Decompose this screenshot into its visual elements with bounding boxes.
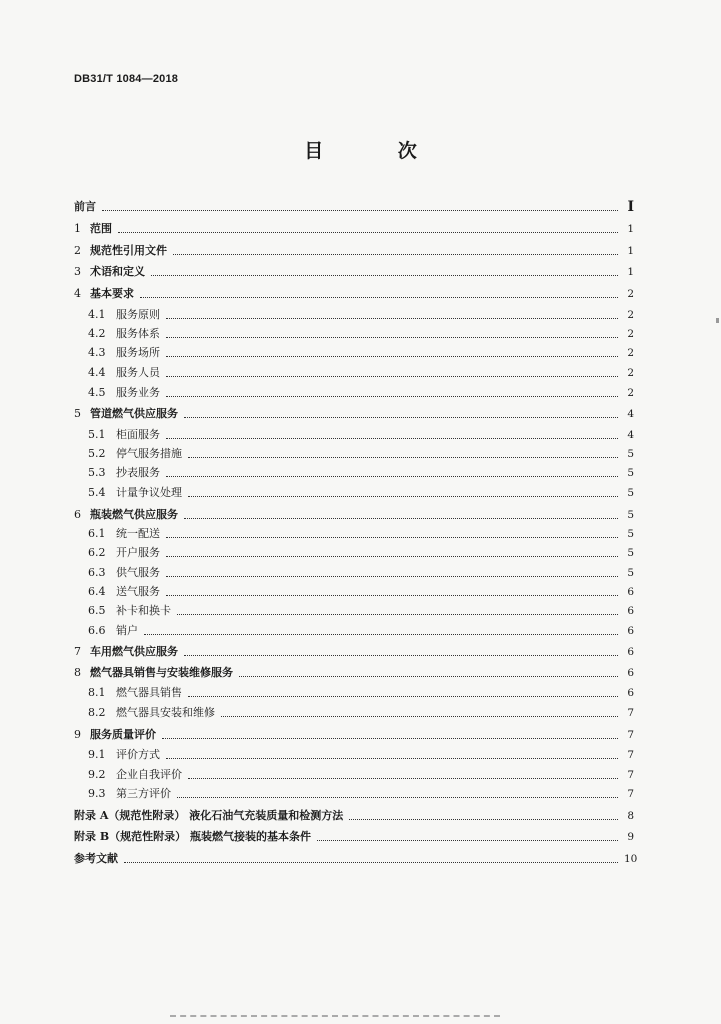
toc-entry-number: 2 bbox=[74, 244, 81, 257]
toc-entry-title: 供气服务 bbox=[116, 566, 160, 579]
toc-entry bbox=[74, 261, 634, 279]
toc-entry-title: 管道燃气供应服务 bbox=[90, 407, 178, 420]
toc-entry bbox=[74, 443, 634, 461]
toc-entry-number: 9.1 bbox=[88, 748, 106, 761]
toc-entry-page: 7 bbox=[627, 729, 634, 741]
toc-entry-title: 服务质量评价 bbox=[90, 728, 156, 741]
toc-entry bbox=[74, 764, 634, 782]
toc-entry bbox=[74, 482, 634, 500]
toc-entry-page: 6 bbox=[627, 646, 634, 658]
toc-entry bbox=[74, 783, 634, 801]
toc-entry-title: 规范性引用文件 bbox=[90, 244, 167, 257]
toc-entry-title: 服务业务 bbox=[116, 386, 160, 399]
toc-entry-page: 4 bbox=[627, 408, 634, 420]
dot-leader bbox=[166, 375, 618, 377]
toc-entry bbox=[74, 283, 634, 301]
toc-entry-number: 5.2 bbox=[88, 447, 106, 460]
dot-leader bbox=[188, 456, 618, 458]
toc-entry-title: 补卡和换卡 bbox=[116, 604, 171, 617]
toc-entry-number: 4.5 bbox=[88, 386, 106, 399]
toc-entry bbox=[74, 342, 634, 360]
toc-entry-page: 9 bbox=[627, 831, 634, 843]
toc-entry-title: 柜面服务 bbox=[116, 428, 160, 441]
toc-entry-page: 2 bbox=[627, 288, 634, 300]
toc-entry-number: 8.2 bbox=[88, 706, 106, 719]
toc-entry-title: 统一配送 bbox=[116, 527, 160, 540]
toc-entry-page: 6 bbox=[627, 625, 634, 637]
toc-entry-page: 5 bbox=[627, 547, 634, 559]
toc-entry-page: 1 bbox=[627, 223, 634, 235]
toc-entry-title: 服务体系 bbox=[116, 327, 160, 340]
toc-entry-title: 车用燃气供应服务 bbox=[90, 645, 178, 658]
toc-entry bbox=[74, 362, 634, 380]
toc-entry-page: 2 bbox=[627, 367, 634, 379]
toc-entry-page: 5 bbox=[627, 567, 634, 579]
dot-leader bbox=[177, 796, 618, 798]
dot-leader bbox=[166, 355, 618, 357]
toc-entry bbox=[74, 805, 634, 823]
toc-entry-title: 附录 A（规范性附录） 液化石油气充装质量和检测方法 bbox=[74, 809, 344, 822]
dot-leader bbox=[221, 715, 618, 717]
dot-leader bbox=[184, 416, 618, 418]
dot-leader bbox=[177, 613, 618, 615]
toc-entry-number: 6.4 bbox=[88, 585, 106, 598]
toc-entry bbox=[74, 218, 634, 236]
toc-entry-title: 抄表服务 bbox=[116, 466, 160, 479]
toc-entry bbox=[74, 542, 634, 560]
toc-entry-page: 2 bbox=[627, 347, 634, 359]
dot-leader bbox=[173, 253, 618, 255]
toc-entry-page: 7 bbox=[627, 707, 634, 719]
dot-leader bbox=[317, 839, 618, 841]
toc-entry-page: 7 bbox=[627, 788, 634, 800]
toc-entry-title: 评价方式 bbox=[116, 748, 160, 761]
toc-entry-number: 6.5 bbox=[88, 604, 106, 617]
toc-entry-page: 6 bbox=[627, 605, 634, 617]
dot-leader bbox=[166, 757, 618, 759]
toc-entry-page: 2 bbox=[627, 387, 634, 399]
toc-entry-number: 7 bbox=[74, 645, 81, 658]
toc-entry-page: 1 bbox=[627, 245, 634, 257]
toc-entry-number: 4.2 bbox=[88, 327, 106, 340]
toc-entry-title: 燃气器具销售与安装维修服务 bbox=[90, 666, 233, 679]
scan-mark bbox=[716, 318, 719, 323]
dot-leader bbox=[124, 861, 618, 863]
toc-entry-title: 开户服务 bbox=[116, 546, 160, 559]
toc-entry-title: 第三方评价 bbox=[116, 787, 171, 800]
toc-entry-page: 5 bbox=[627, 528, 634, 540]
toc-entry-number: 4.3 bbox=[88, 346, 106, 359]
toc-entry-page: 2 bbox=[627, 328, 634, 340]
toc-entry-title: 术语和定义 bbox=[90, 265, 145, 278]
toc-entry-page: 7 bbox=[627, 749, 634, 761]
dot-leader bbox=[151, 274, 618, 276]
toc-entry-title: 基本要求 bbox=[90, 287, 134, 300]
toc-entry-page: 1 bbox=[627, 266, 634, 278]
toc-entry-number: 5.4 bbox=[88, 486, 106, 499]
toc-entry bbox=[74, 196, 634, 214]
toc-entry-number: 9 bbox=[74, 728, 81, 741]
toc-entry-page: 10 bbox=[624, 853, 638, 865]
toc-entry bbox=[74, 744, 634, 762]
dot-leader bbox=[184, 517, 618, 519]
toc-entry-title: 服务人员 bbox=[116, 366, 160, 379]
toc-entry-title: 参考文献 bbox=[74, 852, 118, 865]
toc-entry-page: 7 bbox=[627, 769, 634, 781]
toc-entry bbox=[74, 304, 634, 322]
toc-entry bbox=[74, 600, 634, 618]
toc-entry bbox=[74, 504, 634, 522]
toc-entry-page: 8 bbox=[627, 810, 634, 822]
toc-entry bbox=[74, 403, 634, 421]
dot-leader bbox=[166, 336, 618, 338]
dot-leader bbox=[166, 317, 618, 319]
toc-entry-title: 范围 bbox=[90, 222, 112, 235]
dot-leader bbox=[166, 536, 618, 538]
toc-entry bbox=[74, 562, 634, 580]
toc-entry-title: 企业自我评价 bbox=[116, 768, 182, 781]
dot-leader bbox=[118, 231, 618, 233]
toc-entry-page: 6 bbox=[627, 667, 634, 679]
toc-entry bbox=[74, 382, 634, 400]
toc-entry bbox=[74, 848, 638, 866]
toc-entry-title: 附录 B（规范性附录） 瓶装燃气接装的基本条件 bbox=[74, 830, 311, 843]
toc-entry-number: 4 bbox=[74, 287, 81, 300]
dot-leader bbox=[166, 395, 618, 397]
toc-entry-page: 5 bbox=[627, 448, 634, 460]
dot-leader bbox=[166, 594, 618, 596]
toc-entry-number: 5.1 bbox=[88, 428, 106, 441]
toc-entry-page: 5 bbox=[627, 467, 634, 479]
toc-entry-title: 停气服务措施 bbox=[116, 447, 182, 460]
toc-entry-title: 服务原则 bbox=[116, 308, 160, 321]
toc-entry-title: 服务场所 bbox=[116, 346, 160, 359]
toc-entry-number: 9.2 bbox=[88, 768, 106, 781]
toc-entry-number: 4.1 bbox=[88, 308, 106, 321]
toc-entry-page: I bbox=[627, 199, 634, 215]
page-title: 目 次 bbox=[304, 140, 451, 162]
toc-entry bbox=[74, 724, 634, 742]
toc-entry-page: 6 bbox=[627, 687, 634, 699]
toc-entry bbox=[74, 682, 634, 700]
toc-entry-number: 6.2 bbox=[88, 546, 106, 559]
toc-entry bbox=[74, 620, 634, 638]
toc-entry-number: 6.3 bbox=[88, 566, 106, 579]
toc-entry-page: 4 bbox=[627, 429, 634, 441]
dot-leader bbox=[188, 495, 618, 497]
toc-entry-number: 5 bbox=[74, 407, 81, 420]
dot-leader bbox=[140, 296, 618, 298]
scan-noise bbox=[170, 1015, 500, 1021]
dot-leader bbox=[349, 818, 618, 820]
dot-leader bbox=[162, 737, 618, 739]
toc-entry-page: 2 bbox=[627, 309, 634, 321]
toc-entry-number: 3 bbox=[74, 265, 81, 278]
dot-leader bbox=[188, 777, 618, 779]
toc-entry-number: 6.1 bbox=[88, 527, 106, 540]
toc-entry bbox=[74, 641, 634, 659]
toc-entry-number: 8 bbox=[74, 666, 81, 679]
toc-entry bbox=[74, 462, 634, 480]
toc-entry bbox=[74, 581, 634, 599]
toc-entry bbox=[74, 826, 634, 844]
toc-entry-title: 燃气器具销售 bbox=[116, 686, 182, 699]
dot-leader bbox=[166, 437, 618, 439]
toc-entry bbox=[74, 662, 634, 680]
toc-entry-page: 6 bbox=[627, 586, 634, 598]
toc-entry-number: 1 bbox=[74, 222, 81, 235]
dot-leader bbox=[166, 575, 618, 577]
toc-entry-page: 5 bbox=[627, 487, 634, 499]
toc-entry-number: 8.1 bbox=[88, 686, 106, 699]
toc-entry-title: 计量争议处理 bbox=[116, 486, 182, 499]
toc-entry-title: 送气服务 bbox=[116, 585, 160, 598]
toc-entry-title: 前言 bbox=[74, 200, 96, 213]
dot-leader bbox=[188, 695, 618, 697]
dot-leader bbox=[144, 633, 618, 635]
dot-leader bbox=[184, 654, 618, 656]
toc-entry-number: 9.3 bbox=[88, 787, 106, 800]
toc-entry-title: 销户 bbox=[116, 624, 138, 637]
toc-entry-number: 5.3 bbox=[88, 466, 106, 479]
toc-entry-page: 5 bbox=[627, 509, 634, 521]
document-id: DB31/T 1084—2018 bbox=[74, 73, 179, 85]
toc-entry bbox=[74, 240, 634, 258]
toc-entry-number: 4.4 bbox=[88, 366, 106, 379]
toc-entry-title: 燃气器具安装和维修 bbox=[116, 706, 215, 719]
dot-leader bbox=[166, 475, 618, 477]
toc-entry-title: 瓶装燃气供应服务 bbox=[90, 508, 178, 521]
toc-entry bbox=[74, 424, 634, 442]
dot-leader bbox=[166, 555, 618, 557]
toc-entry bbox=[74, 323, 634, 341]
toc-entry-number: 6.6 bbox=[88, 624, 106, 637]
dot-leader bbox=[102, 209, 618, 211]
dot-leader bbox=[239, 675, 618, 677]
toc-entry-number: 6 bbox=[74, 508, 81, 521]
toc-entry bbox=[74, 523, 634, 541]
toc-entry bbox=[74, 702, 634, 720]
